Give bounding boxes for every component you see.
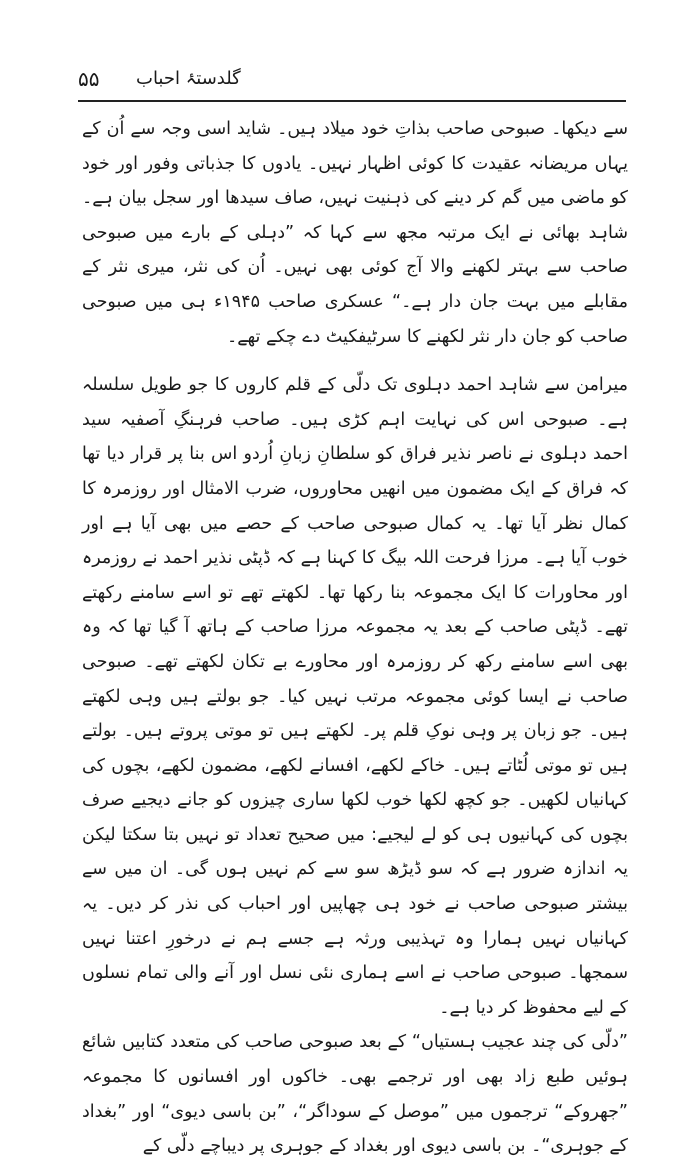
- paragraph-2: میرامن سے شاہد احمد دہلوی تک دلّی کے قلم کاروں کا جو طویل سلسلہ ہے۔ صبوحی اس کی نہایت اہم کڑی ہیں۔ صاحب فرہنگِ آصفیہ سید احمد دہلوی نے ناصر نذیر فراق کو سلطانِ زبانِ اُردو اس بنا پر قرار دیا تھا کہ فراق کے ایک مضمون میں انھیں محاوروں، ضرب الامثال اور روزمرہ کا کمال نظر آیا تھا۔ یہ کمال صبوحی صاحب کے حصے میں بھی آیا ہے اور خوب آیا ہے۔ مرزا فرحت اللہ بیگ کا کہنا ہے کہ ڈپٹی نذیر احمد نے روزمرہ اور محاورات کا ایک مجموعہ بنا رکھا تھا۔ لکھتے تھے تو اسے سامنے رکھتے تھے۔ ڈپٹی صاحب کے بعد یہ مجموعہ مرزا صاحب کے ہاتھ آ گیا تھا کہ وہ بھی اسے سامنے رکھ کر روزمرہ اور محاورے بے تکان لکھتے تھے۔ صبوحی صاحب نے ایسا کوئی مجموعہ مرتب نہیں کیا۔ جو بولتے ہیں وہی لکھتے ہیں۔ جو زبان پر وہی نوکِ قلم پر۔ لکھتے ہیں تو موتی پروتے ہیں۔ بولتے ہیں تو موتی لُٹاتے ہیں۔ خاکے لکھے، افسانے لکھے، مضمون لکھے، بچوں کی کہانیاں لکھیں۔ جو کچھ لکھا خوب لکھا ساری چیزوں کو جانے دیجیے صرف بچوں کی کہانیوں ہی کو لے لیجیے: میں صحیح تعداد تو نہیں بتا سکتا لیکن یہ اندازہ ضرور ہے کہ سو ڈیڑھ سو سے کم نہیں ہوں گی۔ ان میں سے بیشتر صبوحی صاحب نے خود ہی چھاپیں اور احباب کی نذر کر دیں۔ یہ کہانیاں نہیں ہمارا وہ تہذیبی ورثہ ہے جسے ہم نے درخورِ اعتنا نہیں سمجھا۔ صبوحی صاحب نے اسے ہماری نئی نسل اور آنے والی تمام نسلوں کے لیے محفوظ کر دیا ہے۔: [82, 375, 628, 1018]
- body-text: [82, 112, 628, 1164]
- page-header: [78, 60, 626, 104]
- paragraph-1: سے دیکھا۔ صبوحی صاحب بذاتِ خود میلاد ہیں۔ شاید اسی وجہ سے اُن کے یہاں مریضانہ عقیدت کا کوئی اظہار نہیں۔ یادوں کا جذباتی وفور اور خود کو ماضی میں گم کر دینے کی ذہنیت نہیں، صاف سیدھا اور سجل بیان ہے۔ شاہد بھائی نے ایک مرتبہ مجھ سے کہا کہ ”دہلی کے بارے میں صبوحی صاحب سے بہتر لکھنے والا آج کوئی بھی نہیں۔ اُن کی نثر، میری نثر کے مقابلے میں بہت جان دار ہے۔“ عسکری صاحب ۱۹۴۵ء ہی میں صبوحی صاحب کو جان دار نثر لکھنے کا سرٹیفکیٹ دے چکے تھے۔: [82, 119, 628, 347]
- paragraph-3: ”دلّی کی چند عجیب ہستیاں“ کے بعد صبوحی صاحب کی متعدد کتابیں شائع ہوئیں طبع زاد بھی اور ترجمے بھی۔ خاکوں اور افسانوں کا مجموعہ ”جھروکے“ ترجموں میں ”موصل کے سوداگر“، ”بن باسی دیوی“ اور ”بغداد کے جوہری“۔ بن باسی دیوی اور بغداد کے جوہری پر دیباچے دلّی کے: [82, 1032, 628, 1157]
- page-number: ۵۵: [78, 67, 100, 91]
- header-rule: [78, 100, 626, 102]
- running-title: گلدستۂ احباب: [136, 68, 241, 89]
